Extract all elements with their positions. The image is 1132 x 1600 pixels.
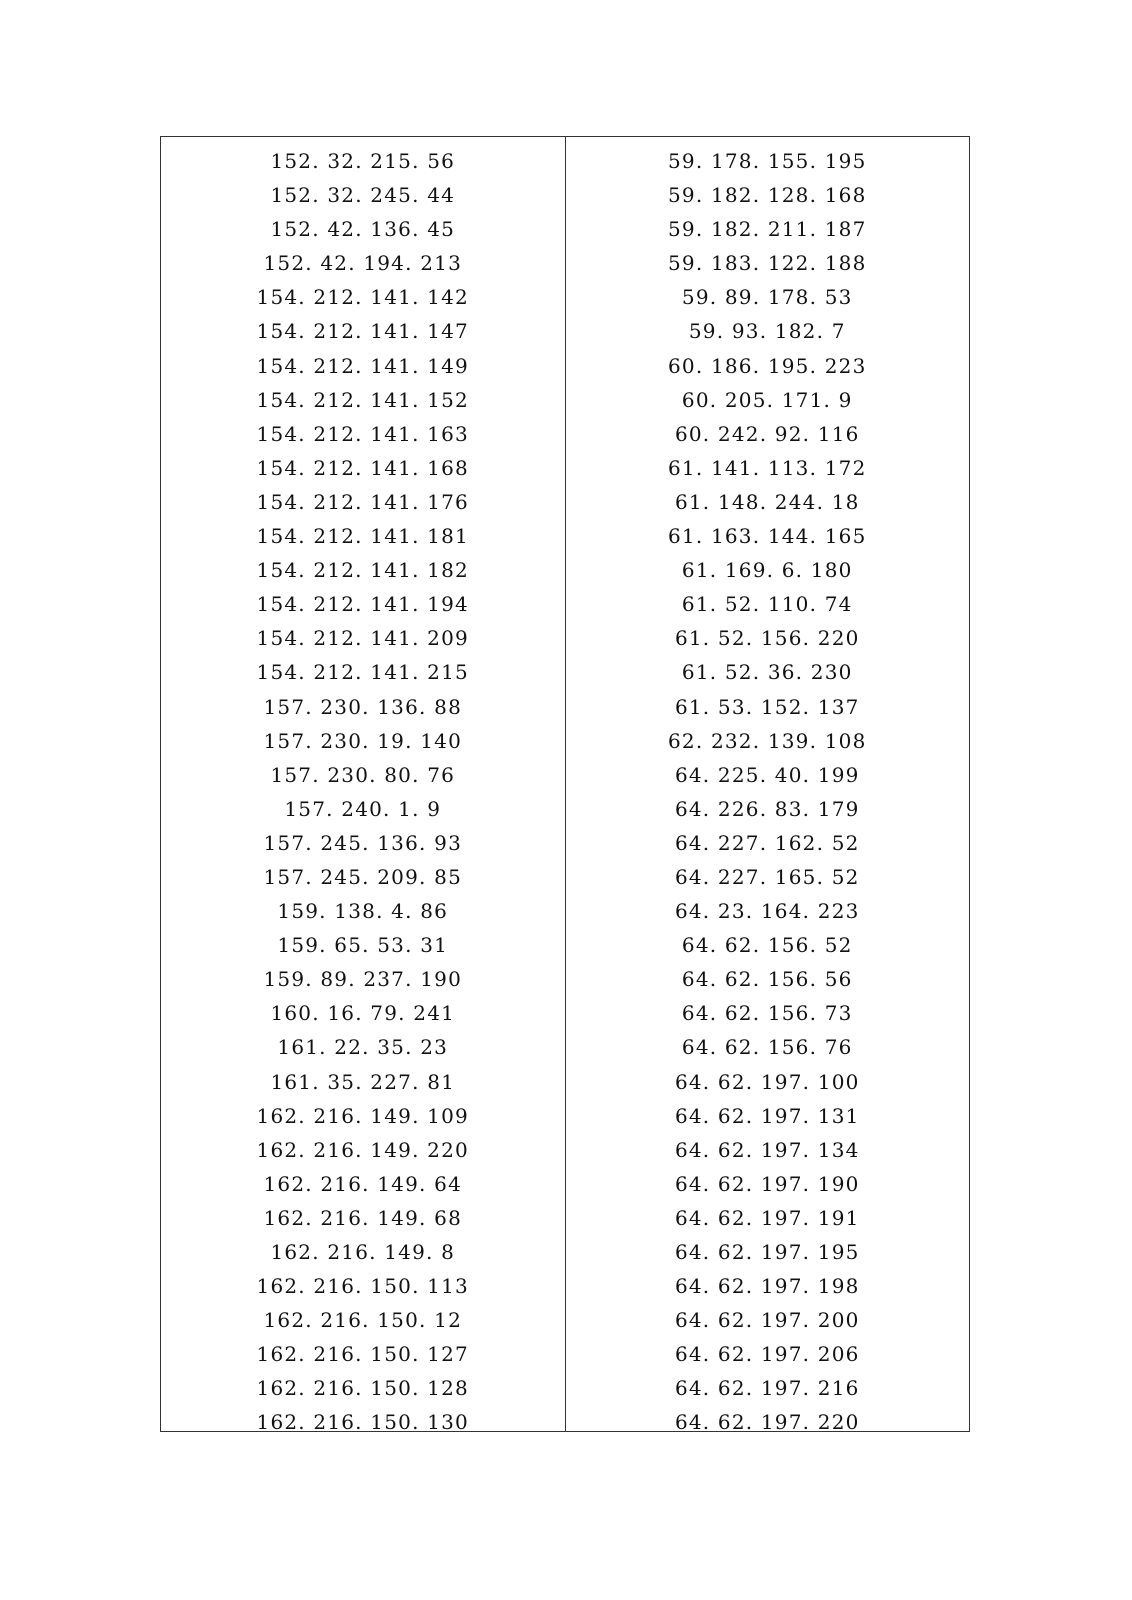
ip-address-cell: 59. 183. 122. 188 [667, 251, 867, 276]
ip-address-cell: 64. 62. 197. 100 [674, 1069, 860, 1094]
ip-address-cell: 60. 186. 195. 223 [667, 353, 867, 378]
ip-address-cell: 162. 216. 149. 220 [256, 1137, 469, 1162]
ip-address-cell: 162. 216. 150. 130 [256, 1410, 469, 1435]
ip-address-cell: 154. 212. 141. 194 [256, 592, 469, 617]
ip-address-cell: 159. 65. 53. 31 [277, 933, 449, 958]
ip-address-cell: 61. 52. 110. 74 [681, 592, 853, 617]
ip-address-cell: 64. 62. 197. 200 [674, 1308, 860, 1333]
ip-address-cell: 160. 16. 79. 241 [270, 1001, 456, 1026]
left-ip-column [161, 137, 566, 1435]
ip-address-cell: 152. 42. 136. 45 [270, 217, 456, 242]
ip-address-cell: 59. 182. 128. 168 [667, 183, 867, 208]
ip-address-cell: 62. 232. 139. 108 [667, 728, 867, 753]
ip-address-cell: 64. 62. 197. 206 [674, 1342, 860, 1367]
ip-address-cell: 61. 148. 244. 18 [674, 489, 860, 514]
ip-address-cell: 64. 62. 197. 198 [674, 1274, 860, 1299]
ip-address-cell: 157. 230. 19. 140 [263, 728, 462, 753]
ip-address-cell: 64. 62. 197. 216 [674, 1376, 860, 1401]
ip-address-cell: 157. 230. 80. 76 [270, 762, 456, 787]
ip-address-cell: 152. 32. 245. 44 [270, 183, 456, 208]
ip-address-cell: 157. 245. 209. 85 [263, 864, 462, 889]
ip-address-cell: 162. 216. 150. 127 [256, 1342, 469, 1367]
ip-address-cell: 64. 62. 197. 220 [674, 1410, 860, 1435]
ip-address-cell: 159. 89. 237. 190 [263, 967, 462, 992]
ip-address-cell: 154. 212. 141. 152 [256, 387, 469, 412]
ip-address-cell: 59. 178. 155. 195 [667, 149, 867, 173]
ip-address-cell: 60. 242. 92. 116 [674, 421, 860, 446]
ip-address-cell: 154. 212. 141. 163 [256, 421, 469, 446]
ip-address-cell: 162. 216. 149. 109 [256, 1103, 469, 1128]
ip-address-cell: 154. 212. 141. 168 [256, 455, 469, 480]
ip-address-cell: 64. 226. 83. 179 [674, 796, 860, 821]
ip-address-cell: 154. 212. 141. 181 [256, 524, 469, 549]
ip-address-cell: 152. 32. 215. 56 [270, 149, 456, 173]
ip-address-cell: 64. 62. 156. 76 [681, 1035, 853, 1060]
ip-address-cell: 64. 62. 197. 134 [674, 1137, 860, 1162]
ip-address-cell: 162. 216. 149. 8 [270, 1240, 456, 1264]
ip-address-cell: 64. 62. 156. 52 [681, 933, 853, 958]
ip-address-cell: 162. 216. 150. 12 [263, 1308, 462, 1333]
ip-address-cell: 64. 23. 164. 223 [674, 899, 860, 924]
ip-address-cell: 154. 212. 141. 176 [256, 489, 469, 514]
ip-address-cell: 159. 138. 4. 86 [277, 899, 449, 924]
ip-address-cell: 64. 225. 40. 199 [674, 762, 860, 787]
ip-address-cell: 154. 212. 141. 142 [256, 285, 469, 310]
ip-address-cell: 154. 212. 141. 147 [256, 319, 469, 344]
ip-address-cell: 157. 240. 1. 9 [284, 796, 442, 821]
ip-address-cell: 64. 62. 156. 73 [681, 1001, 853, 1026]
ip-address-cell: 152. 42. 194. 213 [263, 251, 462, 276]
ip-address-cell: 61. 53. 152. 137 [674, 694, 860, 719]
right-ip-column [566, 137, 970, 1435]
ip-address-cell: 162. 216. 150. 113 [256, 1274, 469, 1299]
ip-address-cell: 59. 182. 211. 187 [667, 217, 867, 242]
ip-address-table [160, 136, 970, 1435]
ip-address-cell: 162. 216. 149. 68 [263, 1205, 462, 1230]
ip-address-cell: 64. 62. 156. 56 [681, 967, 853, 992]
ip-address-cell: 64. 62. 197. 190 [674, 1171, 860, 1196]
ip-address-cell: 161. 35. 227. 81 [270, 1069, 456, 1094]
ip-address-cell: 64. 62. 197. 191 [674, 1205, 860, 1230]
ip-address-cell: 154. 212. 141. 182 [256, 558, 469, 583]
ip-address-cell: 61. 52. 156. 220 [674, 626, 860, 651]
ip-address-cell: 61. 169. 6. 180 [681, 558, 853, 583]
ip-address-cell: 64. 227. 162. 52 [674, 830, 860, 855]
ip-address-cell: 157. 230. 136. 88 [263, 694, 462, 719]
ip-address-cell: 60. 205. 171. 9 [681, 387, 853, 412]
ip-address-cell: 154. 212. 141. 149 [256, 353, 469, 378]
ip-address-cell: 162. 216. 149. 64 [263, 1171, 462, 1196]
ip-address-cell: 61. 52. 36. 230 [681, 660, 853, 685]
ip-address-cell: 161. 22. 35. 23 [277, 1035, 449, 1060]
ip-address-cell: 61. 163. 144. 165 [667, 524, 867, 549]
ip-address-cell: 154. 212. 141. 215 [256, 660, 469, 685]
ip-address-cell: 64. 227. 165. 52 [674, 864, 860, 889]
ip-address-cell: 64. 62. 197. 195 [674, 1240, 860, 1264]
ip-address-cell: 59. 89. 178. 53 [681, 285, 853, 310]
ip-address-cell: 64. 62. 197. 131 [674, 1103, 860, 1128]
ip-address-cell: 162. 216. 150. 128 [256, 1376, 469, 1401]
ip-address-cell: 59. 93. 182. 7 [688, 319, 846, 344]
ip-address-cell: 154. 212. 141. 209 [256, 626, 469, 651]
ip-address-cell: 61. 141. 113. 172 [667, 455, 867, 480]
ip-address-cell: 157. 245. 136. 93 [263, 830, 462, 855]
